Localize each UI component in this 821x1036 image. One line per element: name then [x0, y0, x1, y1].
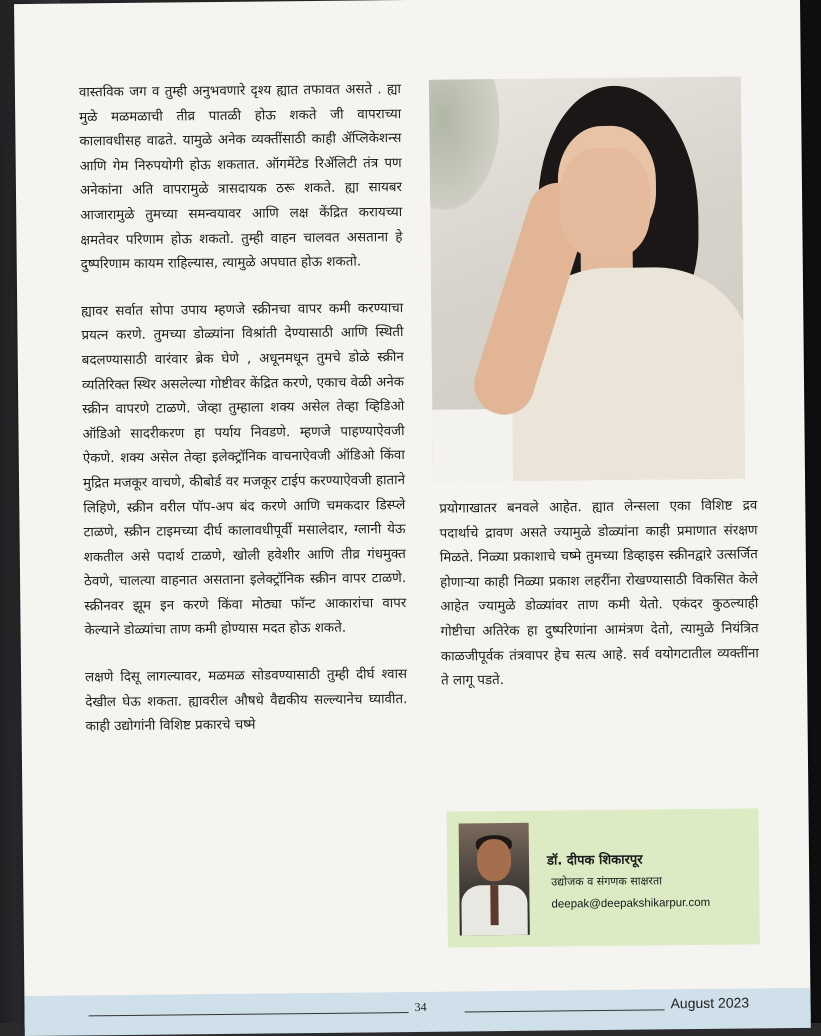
- right-column: [439, 494, 759, 694]
- paragraph-blue-light-glasses: प्रयोगाखातर बनवले आहेत. ह्यात लेन्सला एका विशिष्ट द्रव पदार्थाचे द्रावण असते ज्यामुळे डोळ्यांना काही प्रमाणात संरक्षण मिळते. निळ्या प्रकाशाचे चष्मे तुमच्या डिव्हाइस स्क्रीनद्वारे उत्सर्जित होणाऱ्या काही निळ्या प्रकाश लहरींना रोखण्यासाठी विकसित केले आहेत ज्यामुळे डोळ्यांवर ताण कमी येतो. एकंदर कुठल्याही गोष्टीचा अतिरेक हा दुष्परिणांना आमंत्रण देतो, त्यामुळे नियंत्रित काळजीपूर्वक तंत्रवापर हेच सत्य आहे. सर्व वयोगटातील व्यक्तींना ते लागू पडते.: [439, 498, 759, 689]
- author-photo: [459, 823, 530, 936]
- author-role: उद्योजक व संगणक साक्षरता: [551, 874, 663, 889]
- show-through-text: [254, 22, 384, 39]
- author-head: [477, 839, 511, 881]
- photo-hands: [560, 147, 651, 258]
- magazine-page: [14, 0, 811, 1027]
- author-name: डॉ. दीपक शिकारपूर: [546, 852, 643, 869]
- author-tie: [490, 885, 498, 925]
- left-column: [79, 78, 408, 740]
- issue-date: August 2023: [670, 994, 750, 1012]
- author-box: [447, 808, 760, 947]
- paragraph-remedies: ह्यावर सर्वात सोपा उपाय म्हणजे स्क्रीनचा वापर कमी करण्याचा प्रयत्न करणे. तुमच्या डोळ्यांना विश्रांती देण्यासाठी आणि स्थिती बदलण्यासाठी वारंवार ब्रेक घेणे , अधूनमधून तुमचे डोळे स्क्रीन व्यतिरिक्त स्थिर असलेल्या गोष्टीवर केंद्रित करणे, एकाच वेळी अनेक स्क्रीन वापरणे टाळणे. जेव्हा तुम्हाला शक्य असेल तेव्हा व्हिडिओ ऑडिओ सादरीकरण हा पर्याय निवडणे. म्हणजे पाहण्याऐवजी ऐकणे. शक्य असेल तेव्हा इलेक्ट्रॉनिक वाचनाऐवजी ऑडिओ किंवा मुद्रित मजकूर वाचणे, कीबोर्ड वर मजकूर टाईप करण्याऐवजी हाताने लिहिणे, स्क्रीन वरील पॉप-अप बंद करणे आणि चमकदार डिस्प्ले टाळणे, स्क्रीन टाइमच्या दीर्घ कालावधीपूर्वी मसालेदार, ग्लानी येऊ शकतील असे पदार्थ टाळणे, खोली हवेशीर आणि तीव्र गंधमुक्त ठेवणे, चालत्या वाहनात असताना इलेक्ट्रॉनिक स्क्रीन वापर टाळणे. स्क्रीनवर झूम इन करणे किंवा मोठ्या फॉन्ट आकारांचा वापर केल्याने डोळ्यांचा ताण कमी होण्यास मदत होऊ शकते.: [81, 300, 407, 639]
- paragraph-cyber-sickness: वास्तविक जग व तुम्ही अनुभवणारे दृश्य ह्यात तफावत असते . ह्या मुळे मळमळाची तीव्र पातळी होऊ शकते जी वापराच्या कालावधीसह वाढते. यामुळे अनेक व्यक्तींसाठी काही ॲप्लिकेशन्स आणि गेम निरुपयोगी होऊ शकतात. ऑगमेंटेड रिॲलिटी तंत्र पण अनेकांना अति वापरामुळे त्रासदायक ठरू शकते. ह्या सायबर आजारामुळे तुमच्या समन्वयावर आणि लक्ष केंद्रित करायच्या क्षमतेवर परिणाम होऊ शकतो. तुम्ही वाहन चालवत असताना हे दुष्परिणाम कायम राहिल्यास, त्यामुळे अपघात होऊ शकतो.: [78, 82, 403, 273]
- paragraph-symptoms: लक्षणे दिसू लागल्यावर, मळमळ सोडवण्यासाठी तुम्ही दीर्घ श्वास देखील घेऊ शकता. ह्यावरील औषधे वैद्यकीय सल्ल्यानेच घ्यावीत. काही उद्योगांनी विशिष्ट प्रकारचे चष्मे: [85, 667, 408, 735]
- page-number: 34: [414, 999, 427, 1014]
- photo-plant: [429, 79, 500, 210]
- author-email: deepak@deepakshikarpur.com: [551, 896, 711, 911]
- article-photo-woman-eye-strain: [429, 77, 745, 482]
